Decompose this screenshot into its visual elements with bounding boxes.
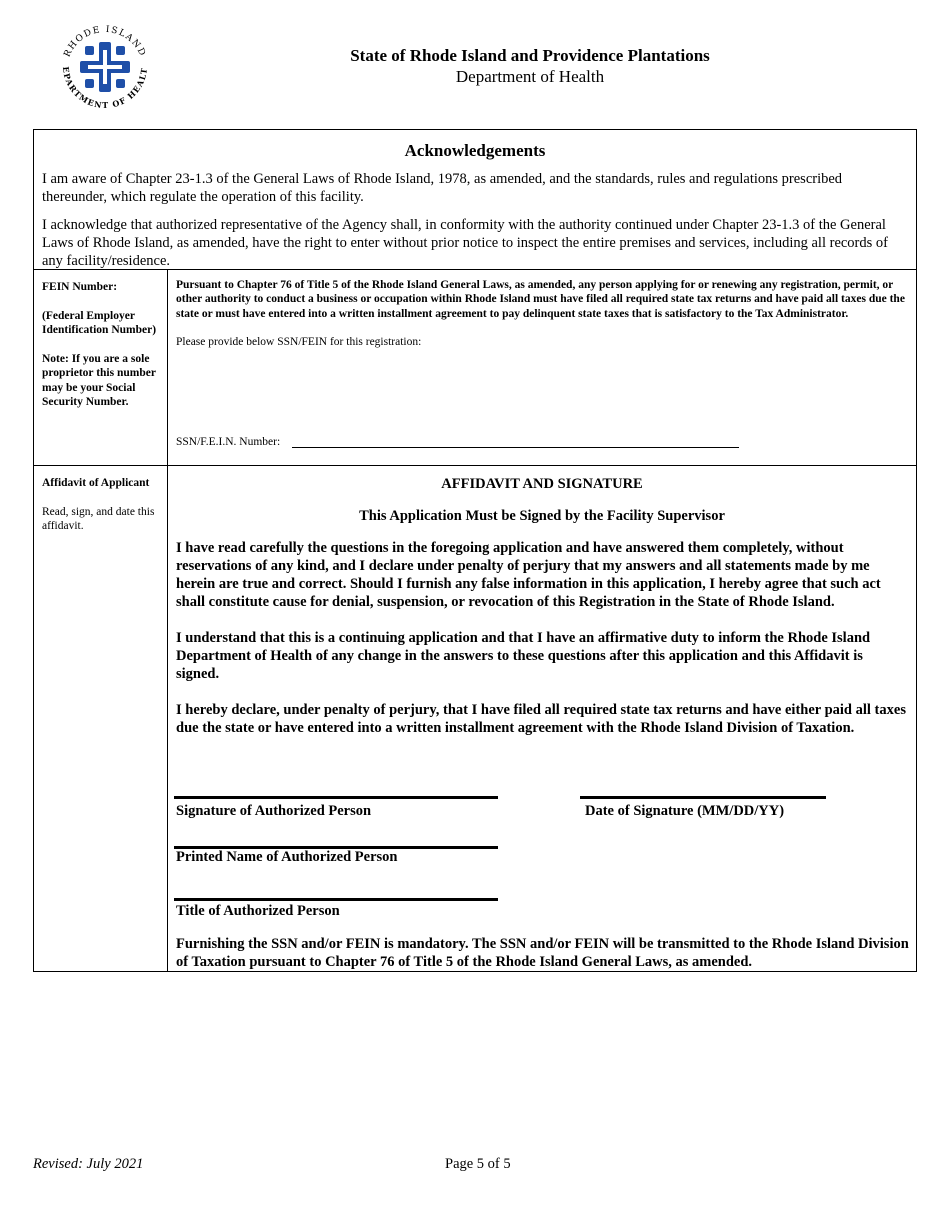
affidavit-heading: AFFIDAVIT AND SIGNATURE	[441, 476, 643, 492]
revision-date: Revised: July 2021	[33, 1156, 144, 1172]
fein-label-subtitle: (Federal Employer Identification Number)	[42, 309, 157, 336]
affidavit-paragraph-2: I understand that this is a continuing application and that I have an affirmative duty to inform the Rhode Island Department of Health of any change in the answers to these questions after this application and this Affidavit is signed.	[176, 630, 871, 682]
acknowledgements-section	[33, 129, 917, 270]
ssn-fein-input-line[interactable]	[292, 434, 739, 448]
affidavit-paragraph-1: I have read carefully the questions in the foregoing application and have answered them completely, without reservations of any kind, and I declare under penalty of perjury that my answers and all statements made by me herein are true and correct. Should I furnish any false information in this application, I hereby agree that such act shall constitute cause for denial, suspension, or revocation of this Registration in the State of Rhode Island.	[176, 540, 881, 610]
department-title: Department of Health	[455, 67, 605, 86]
signature-label: Signature of Authorized Person	[176, 803, 372, 819]
affidavit-label-column	[34, 466, 168, 971]
affidavit-left-title: Affidavit of Applicant	[42, 477, 150, 489]
ssn-instructions: Please provide below SSN/FEIN for this registration:	[176, 335, 422, 348]
document-header	[250, 46, 810, 88]
title-line[interactable]	[174, 898, 498, 901]
fein-label: FEIN Number:	[42, 281, 118, 293]
acknowledgements-heading: Acknowledgements	[404, 141, 546, 160]
svg-text:DEPARTMENT OF HEALTH: EPARTMENT OF HEALT	[60, 66, 150, 111]
fein-content-column	[168, 270, 916, 465]
svg-text:RHODE ISLAND: RHODE ISLAND	[62, 24, 148, 59]
affidavit-content-column	[168, 466, 916, 971]
printed-name-label: Printed Name of Authorized Person	[176, 849, 398, 865]
tax-statute-text: Pursuant to Chapter 76 of Title 5 of the Rhode Island General Laws, as amended, any person applying for or renewing any registration, permit, or other authority to conduct a business or occupation within Rhode Island must have filed all required state tax returns and have paid all taxes due the state or must have entered into a written installment agreement to pay delinquent state taxes that is satisfactory to the Tax Administrator.	[176, 279, 905, 320]
ssn-fein-label: SSN/F.E.I.N. Number:	[176, 436, 281, 448]
date-line[interactable]	[580, 796, 826, 799]
ssn-mandatory-notice: Furnishing the SSN and/or FEIN is mandatory. The SSN and/or FEIN will be transmitted to the Rhode Island Division of Taxation pursuant to Chapter 76 of Title 5 of the Rhode Island General Laws, as amended.	[176, 936, 909, 970]
affidavit-section	[33, 466, 917, 972]
fein-note: Note: If you are a sole proprietor this number may be your Social Security Number.	[42, 352, 156, 408]
affidavit-paragraph-3: I hereby declare, under penalty of perjury, that I have filed all required state tax returns and have either paid all taxes due the state or have entered into a written installment agreement with the Rhode Island Division of Taxation.	[176, 702, 906, 736]
ridoh-logo	[55, 20, 155, 116]
title-label: Title of Authorized Person	[176, 903, 340, 919]
affidavit-subheading: This Application Must be Signed by the Facility Supervisor	[359, 508, 725, 524]
acknowledgement-paragraph-1: I am aware of Chapter 23-1.3 of the General Laws of Rhode Island, 1978, as amended, and the standards, rules and regulations prescribed thereunder, which regulate the operation of this facility.	[42, 171, 843, 205]
fein-section	[33, 270, 917, 466]
fein-label-column	[34, 270, 168, 465]
state-title: State of Rhode Island and Providence Plantations	[350, 46, 710, 65]
date-label: Date of Signature (MM/DD/YY)	[585, 803, 785, 819]
affidavit-left-instructions: Read, sign, and date this affidavit.	[42, 505, 155, 532]
signature-line[interactable]	[174, 796, 498, 799]
acknowledgement-paragraph-2: I acknowledge that authorized representative of the Agency shall, in conformity with the authority continued under Chapter 23-1.3 of the General Laws of Rhode Island, as amended, have the right to enter without prior notice to inspect the entire premises and services, including all records of any facility/residence.	[42, 217, 888, 269]
ssn-fein-field[interactable]	[176, 434, 739, 448]
page-number: Page 5 of 5	[445, 1156, 511, 1172]
